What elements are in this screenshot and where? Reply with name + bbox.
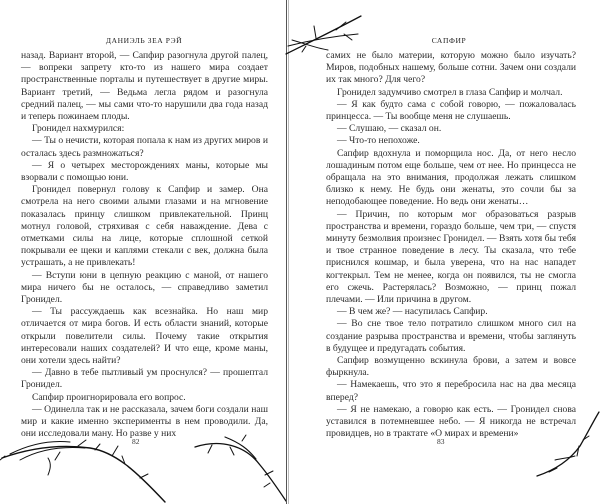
running-head-author: ДАНИЭЛЬ ЗЕА РЭЙ [105,36,183,45]
branch-ornament-icon [535,410,600,480]
paragraph: — Я о четырех месторождениях маны, которые мы взорвали с помощью юни. [21,159,268,184]
paragraph: — Слушаю, — сказал он. [337,123,442,135]
right-page [300,0,600,504]
left-page-body [21,50,268,441]
paragraph: — Намекаешь, что это я перебросила нас на два месяца вперед? [326,379,576,403]
paragraph: Сапфир проигнорировала его вопрос. [32,391,186,403]
paragraph: Гронидел нахмурился: [32,123,125,135]
paragraph: — Ты о нечисти, которая попала к нам из других миров и осталась здесь размножаться? [21,135,268,159]
paragraph: — Во сне твое тело потратило слишком много сил на создание разрыва пространства и времени, чтобы заглянуть в будущее и предугадать события. [326,318,576,354]
running-head-title: САПФИР [431,36,467,45]
paragraph: Сапфир возмущенно вскинула брови, а затем и вовсе фыркнула. [326,355,576,379]
paragraph: Гронидел задумчиво смотрел в глаза Сапфир и молчал. [337,86,563,98]
branch-ornament-icon [190,425,290,504]
page-divider [286,0,287,504]
page-divider-shadow [288,0,289,504]
paragraph: самих не было материи, которую можно было изучать? Миров, подобных нашему, больше сотни. Зачем они создали их так много? Для чего? [326,50,576,86]
paragraph: — Я не намекаю, а говорю как есть. — Гронидел снова уставился в потемневшее небо. — Я никогда не встречал провидцев, но в трактате «О мирах и времени» [326,403,576,440]
paragraph: — Вступи юни в цепную реакцию с маной, от нашего мира ничего бы не осталось, — справедливо заметил Гронидел. [21,269,268,306]
paragraph: — Ты рассуждаешь как всезнайка. Но наш мир отличается от мира богов. И есть области знаний, которые открыли повелители силы. Почему такие открытия интересовали наших создателей? И что еще, кроме маны, они хотели здесь найти? [21,306,268,367]
branch-ornament-icon [286,10,366,55]
page-number: 83 [437,437,445,446]
paragraph: назад. Вариант второй, — Сапфир разогнула другой палец, — вопреки запрету кто-то из нашего мира создает пространственные порталы и путешествует в другие миры. Вариант третий, — Ведьма легла рядом и разогнула средний палец, — мы сами что-то нарушили два года назад и теперь пожинаем плоды. [21,50,268,123]
right-page-body [326,50,576,441]
branch-ornament-icon [0,420,170,504]
paragraph: Сапфир вдохнула и поморщила нос. Да, от него несло лошадиным потом еще больше, чем от нее. Но принцесса не обращала на это внимания, продолжая лежать слишком близко к нему. Не будь они женаты, это сочли бы за неподобающее поведение. Но ведь они женаты… [326,147,576,208]
paragraph: — Что-то непохоже. [337,135,420,147]
page-number: 82 [132,437,140,446]
paragraph: — Причин, по которым мог образоваться разрыв пространства и времени, гораздо больше, чем три, — спустя минуту безмолвия произнес Гронидел. — Взять хотя бы тебя и твое странное поведение в лесу. Ты сказала, что тебе приснился кошмар, и была уверена, что на нас нападет когтекрыл. Тем не менее, когда он появился, ты не смогла его сжечь. Растерялась? Возможно, — принц пожал плечами. — Или причина в другом. [326,208,576,306]
paragraph: — Давно в тебе пытливый ум проснулся? — прошептал Гронидел. [21,367,268,391]
paragraph: Гронидел повернул голову к Сапфир и замер. Она смотрела на него своими алыми глазами и на мгновение показалась принцу слишком привлекательной. Принц мотнул головой, стряхивая с себя наваждение. Дева с отметками силы на лице, которые сплошной сеткой покрывали ее щеки и каплями стекали с век, должна была устрашать, а не привлекать! [21,184,268,269]
paragraph: — В чем же? — насупилась Сапфир. [337,306,488,318]
paragraph: — Я как будто сама с собой говорю, — пожаловалась принцесса. — Ты вообще меня не слушаешь. [326,98,576,123]
paragraph: — Одинелла так и не рассказала, зачем боги создали наш мир и какие именно эксперименты в нем проводили. Да, они исследовали ману. Но разве у них [21,403,268,440]
